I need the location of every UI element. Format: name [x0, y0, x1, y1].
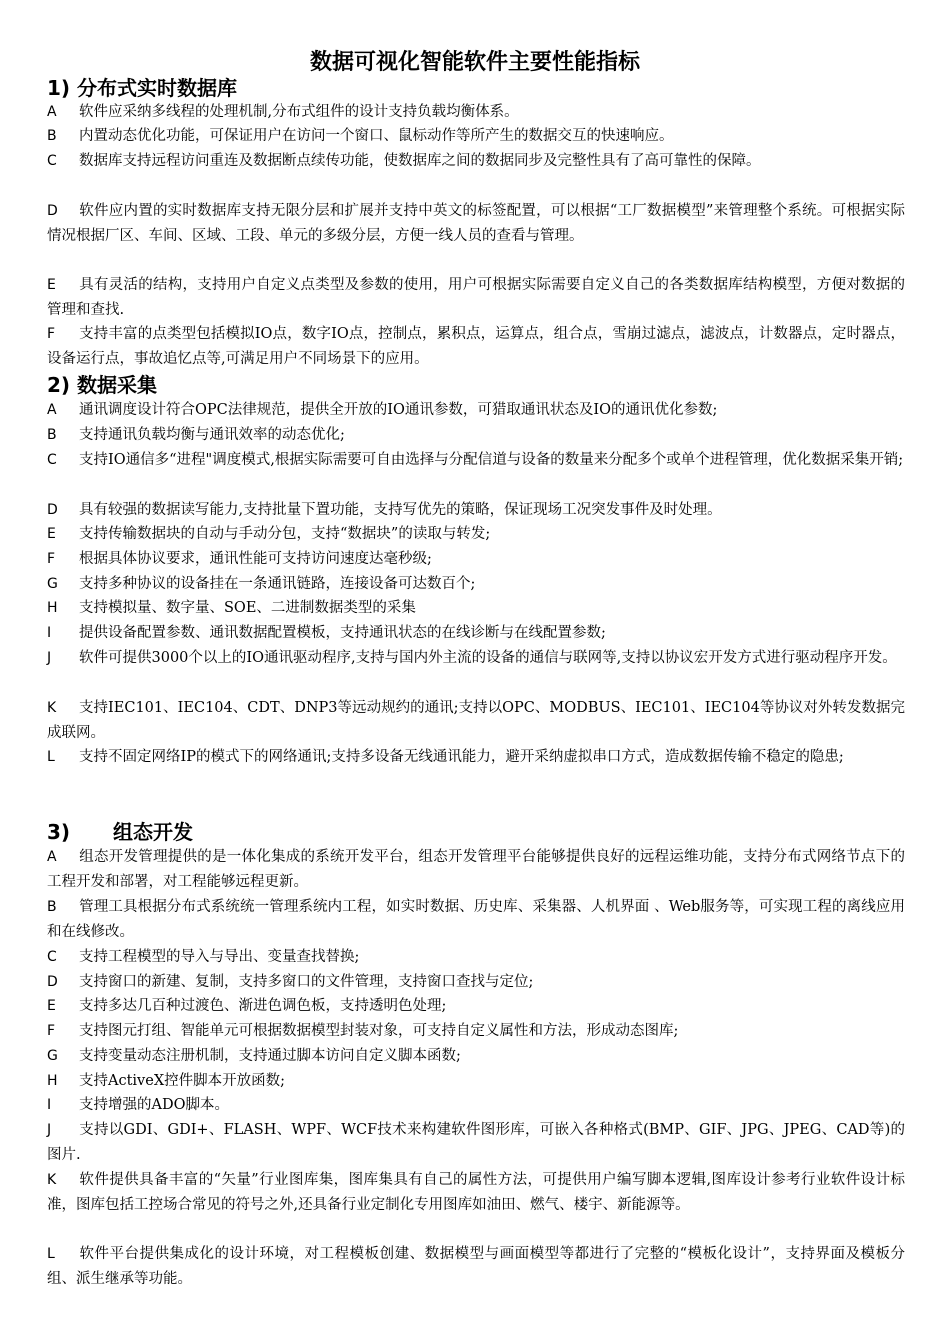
item-text: 通讯调度设计符合OPC法律规范，提供全开放的IO通讯参数，可猎取通讯状态及IO的通讯优化参数; [79, 402, 718, 418]
item-text: 支持增强的ADO脚本。 [79, 1097, 229, 1113]
item-text: 支持变量动态注册机制，支持通过脚本访问自定义脚本函数; [79, 1048, 461, 1064]
item-text: 支持多达几百种过渡色、渐进色调色板，支持透明色处理; [79, 998, 447, 1014]
item-text: 具有较强的数据读写能力,支持批量下置功能，支持写优先的策略，保证现场工况突发事件及时处理。 [79, 502, 722, 518]
item-key: H [47, 1073, 58, 1089]
list-item [47, 1093, 905, 1118]
section-title: 组态开发 [113, 820, 193, 844]
list-item [47, 1069, 905, 1094]
item-key: G [47, 1048, 58, 1064]
document-title: 数据可视化智能软件主要性能指标 [309, 50, 640, 75]
item-text: 支持ActiveX控件脚本开放函数; [79, 1073, 286, 1089]
item-key: B [47, 427, 57, 443]
item-key: J [47, 650, 52, 666]
item-key: F [47, 326, 56, 342]
item-key: C [47, 452, 57, 468]
item-text: 管理工具根据分布式系统统一管理系统内工程，如实时数据、历史库、采集器、人机界面 、Web服务等，可实现工程的离线应用和在线修改。 [47, 899, 905, 940]
list-item [47, 572, 905, 597]
item-key: E [47, 998, 56, 1014]
section-heading-1 [47, 76, 237, 100]
section-title: 分布式实时数据库 [77, 76, 238, 100]
item-key: K [47, 1172, 57, 1188]
list-item [47, 970, 905, 995]
section-number: 2) [47, 373, 71, 397]
list-item [47, 646, 905, 671]
list-item [47, 596, 905, 621]
item-key: A [47, 104, 57, 120]
item-key: E [47, 526, 56, 542]
item-key: D [47, 502, 58, 518]
list-item [47, 100, 905, 125]
item-key: G [47, 576, 58, 592]
list-item [47, 1118, 905, 1167]
list-item [47, 522, 905, 547]
list-item [47, 199, 905, 248]
item-text: 支持窗口的新建、复制，支持多窗口的文件管理，支持窗口查找与定位; [79, 974, 534, 990]
item-key: B [47, 128, 57, 144]
item-text: 支持多种协议的设备挂在一条通讯链路，连接设备可达数百个; [79, 576, 476, 592]
list-item [47, 273, 905, 322]
item-text: 组态开发管理提供的是一体化集成的系统开发平台，组态开发管理平台能够提供良好的远程运维功能，支持分布式网络节点下的工程开发和部署，对工程能够远程更新。 [47, 849, 905, 890]
list-item [47, 1019, 905, 1044]
list-item [47, 1242, 905, 1291]
item-text: 支持工程模型的导入与导出、变量查找替换; [79, 949, 360, 965]
list-item [47, 1044, 905, 1069]
item-key: F [47, 551, 56, 567]
section-heading-2 [47, 373, 157, 397]
item-text: 软件应内置的实时数据库支持无限分层和扩展并支持中英文的标签配置，可以根据“工厂数据模型”来管理整个系统。可根据实际情况根据厂区、车间、区域、工段、单元的多级分层，方便一线人员的查看与管理。 [47, 203, 905, 244]
item-text: 软件平台提供集成化的设计环境，对工程模板创建、数据模型与画面模型等都进行了完整的“模板化设计”，支持界面及模板分组、派生继承等功能。 [47, 1246, 905, 1287]
item-text: 具有灵活的结构，支持用户自定义点类型及参数的使用，用户可根据实际需要自定义自己的各类数据库结构模型，方便对数据的管理和查找. [47, 277, 905, 318]
item-text: 支持图元打组、智能单元可根据数据模型封装对象，可支持自定义属性和方法，形成动态图库; [79, 1023, 679, 1039]
list-item [47, 895, 905, 944]
item-text: 提供设备配置参数、通讯数据配置模板，支持通讯状态的在线诊断与在线配置参数; [79, 625, 606, 641]
list-item [47, 994, 905, 1019]
item-key: D [47, 974, 58, 990]
item-text: 根据具体协议要求，通讯性能可支持访问速度达毫秒级; [79, 551, 432, 567]
section-title: 数据采集 [77, 373, 158, 397]
item-text: 支持模拟量、数字量、SOE、二进制数据类型的采集 [79, 600, 416, 616]
section-heading-3 [47, 820, 193, 844]
list-item [47, 621, 905, 646]
item-key: I [47, 1097, 52, 1113]
list-item [47, 498, 905, 523]
item-key: D [47, 203, 58, 219]
item-key: L [47, 1246, 55, 1262]
item-text: 软件可提供3000个以上的IO通讯驱动程序,支持与国内外主流的设备的通信与联网等,支持以协议宏开发方式进行驱动程序开发。 [79, 650, 897, 666]
list-item [47, 945, 905, 970]
section-number: 3) [47, 820, 71, 844]
item-key: E [47, 277, 56, 293]
item-text: 软件提供具备丰富的“矢量”行业图库集，图库集具有自己的属性方法，可提供用户编写脚本逻辑,图库设计参考行业软件设计标准，图库包括工控场合常见的符号之外,还具备行业定制化专用图库如油田、燃气、楼宇、新能源等。 [47, 1172, 905, 1213]
list-item [47, 696, 905, 745]
item-key: A [47, 402, 57, 418]
item-text: 软件应采纳多线程的处理机制,分布式组件的设计支持负载均衡体系。 [79, 104, 519, 120]
item-key: I [47, 625, 52, 641]
item-key: B [47, 899, 57, 915]
item-text: 数据库支持远程访问重连及数据断点续传功能，使数据库之间的数据同步及完整性具有了高可靠性的保障。 [79, 153, 761, 169]
item-key: F [47, 1023, 56, 1039]
item-key: C [47, 153, 57, 169]
list-item [47, 448, 905, 473]
item-key: A [47, 849, 57, 865]
item-text: 支持传输数据块的自动与手动分包，支持“数据块”的读取与转发; [79, 526, 491, 542]
list-item [47, 745, 905, 770]
item-text: 支持以GDI、GDI+、FLASH、WPF、WCF技术来构建软件图形库，可嵌入各种格式(BMP、GIF、JPG、JPEG、CAD等)的图片. [47, 1122, 905, 1163]
item-text: 支持丰富的点类型包括模拟IO点，数字IO点，控制点，累积点，运算点，组合点，雪崩过滤点，滤波点，计数器点，定时器点，设备运行点，事故追忆点等,可满足用户不同场景下的应用。 [47, 326, 905, 367]
item-text: 支持通讯负载均衡与通讯效率的动态优化; [79, 427, 345, 443]
item-text: 支持不固定网络IP的模式下的网络通讯;支持多设备无线通讯能力，避开采纳虚拟串口方式，造成数据传输不稳定的隐患; [79, 749, 844, 765]
item-key: C [47, 949, 57, 965]
list-item [47, 124, 905, 149]
item-text: 内置动态优化功能，可保证用户在访问一个窗口、鼠标动作等所产生的数据交互的快速响应。 [79, 128, 674, 144]
item-text: 支持IEC101、IEC104、CDT、DNP3等远动规约的通讯;支持以OPC、MODBUS、IEC101、IEC104等协议对外转发数据完成联网。 [47, 700, 905, 741]
list-item [47, 322, 905, 371]
item-key: H [47, 600, 58, 616]
item-text: 支持IO通信多“进程"调度模式,根据实际需要可自由选择与分配信道与设备的数量来分配多个或单个进程管理，优化数据采集开销; [79, 452, 904, 468]
item-key: L [47, 749, 55, 765]
section-number: 1) [47, 76, 71, 100]
list-item [47, 398, 905, 423]
list-item [47, 845, 905, 894]
list-item [47, 1168, 905, 1217]
list-item [47, 547, 905, 572]
list-item [47, 423, 905, 448]
item-key: J [47, 1122, 52, 1138]
list-item [47, 149, 905, 174]
item-key: K [47, 700, 57, 716]
